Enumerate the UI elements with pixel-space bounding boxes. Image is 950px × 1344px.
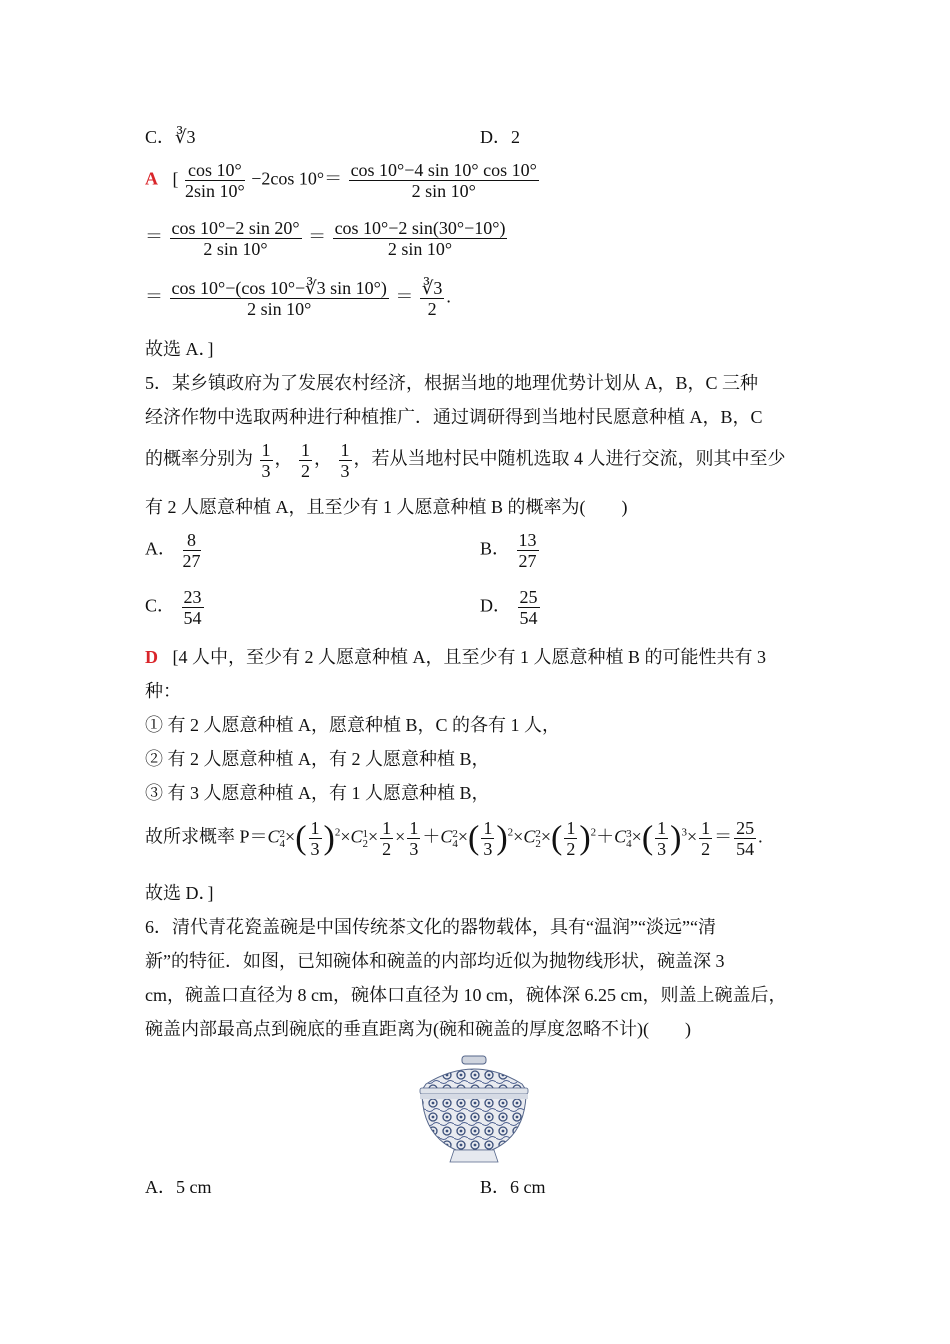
answer-label: D [145,647,158,667]
q6-stem-line3: cm，碗盖口直径为 8 cm，碗体口直径为 10 cm，碗体深 6.25 cm，则盖上碗盖后， [145,985,787,1005]
q5-stem-line3: 的概率分别为 $\frac{1}{3}$ ， $\frac{1}{2}$ ， $\frac{1}{3}$ ，若从当地村民中随机选取 4 人进行交流，则其中至少 [145,440,786,481]
q5-solution-line2: 种： [145,681,181,701]
q5-stem-line1: 5．某乡镇政府为了发展农村经济，根据当地的地理优势计划从 A，B，C 三种 [145,373,759,393]
q5-conclusion: 故选 D．] [145,883,214,903]
q5-stem-line2: 经济作物中选取两种进行种植推广．通过调研得到当地村民愿意种植 A，B，C [145,407,763,427]
q5-case2: ② 有 2 人愿意种植 A，有 2 人愿意种植 B， [145,749,490,769]
fraction: $\frac{1}{3}$ [340,440,350,481]
fraction: $\frac{1}{3}$ [261,440,271,481]
q5-case1: ① 有 2 人愿意种植 A，愿意种植 B，C 的各有 1 人， [145,715,561,735]
fraction: $\frac{23}{54}$ [183,587,202,628]
q5-option-d: D． $\frac{25}{54}$ [480,587,538,628]
fraction: $\frac{25}{54}$ [519,587,538,628]
q5-solution-line1: D [4 人中，至少有 2 人愿意种植 A，且至少有 1 人愿意种植 B 的可能性共有 3 [145,647,766,667]
fraction: $\frac{25}{54}$ [736,818,755,859]
q5-option-b: B． $\frac{13}{27}$ [480,530,537,571]
q4-solution-line2: ＝ $\frac{\cos 10^\circ-2 \sin 20^\circ}{2 \sin 10^\circ}$ ＝ $\frac{\cos 10^\circ-2 \sin(30^\circ-10^\circ)}{2 \sin 10^\circ}$ [145,218,506,259]
q4-option-d: D．2 [480,127,520,147]
q6-stem-line1: 6．清代青花瓷盖碗是中国传统茶文化的器物载体，具有“温润”“淡远”“清 [145,917,716,937]
q5-case3: ③ 有 3 人愿意种植 A，有 1 人愿意种植 B， [145,783,490,803]
q6-stem-line4: 碗盖内部最高点到碗底的垂直距离为(碗和碗盖的厚度忽略不计)( ) [145,1019,691,1039]
fraction: $\frac{∛3}{2}$ [421,278,443,319]
fraction: $\frac{\cos 10^\circ-(\cos 10^\circ-∛3 \sin 10^\circ)}{2 \sin 10^\circ}$ [171,278,387,319]
q5-option-a: A． $\frac{8}{27}$ [145,530,201,571]
fraction: $\frac{13}{27}$ [518,530,537,571]
q6-option-a: A．5 cm [145,1177,212,1197]
fraction: $\frac{\cos 10^\circ-2 \sin 20^\circ}{2 \sin 10^\circ}$ [171,218,300,259]
fraction: $\frac{\cos 10^\circ}{2\sin 10^\circ}$ [185,160,245,201]
answer-label: A [145,168,158,189]
fraction: $\frac{1}{2}$ [301,440,310,481]
fraction: $\frac{\cos 10^\circ-2 \sin(30^\circ-10^\circ)}{2 \sin 10^\circ}$ [334,218,506,259]
q4-option-c: C．∛3 [145,127,196,147]
q6-stem-line2: 新”的特征．如图，已知碗体和碗盖的内部均近似为抛物线形状，碗盖深 3 [145,951,725,971]
q5-probability-formula: 故所求概率 P＝C2 4×( $\frac{1}{3}$ )$^2$×C1 2× $\frac{1}{2}$ × $\frac{1}{3}$ ＋C2 4×( $\frac{1}{3}$ )$^2$×C2 2×( $\frac{1}{2}$ )$^2$＋C3 4×( $\frac{1}{3}$ )$^3$× $\frac{1}{2}$ ＝ $\frac{25}{54}$ . [145,818,763,859]
q4-solution-line1: A [ $\frac{\cos 10^\circ}{2\sin 10^\circ}$ −2cos 10°＝ $\frac{\cos 10^\circ-4 \sin 10^\circ \cos 10^\circ}{2 \sin 10^\circ}$ [145,160,537,201]
q4-conclusion: 故选 A．] [145,339,214,359]
fraction: $\frac{8}{27}$ [182,530,201,571]
q5-option-c: C． $\frac{23}{54}$ [145,587,202,628]
q6-option-b: B．6 cm [480,1177,546,1197]
q4-solution-line3: ＝ $\frac{\cos 10^\circ-(\cos 10^\circ-∛3 \sin 10^\circ)}{2 \sin 10^\circ}$ ＝ $\frac{∛3}{2}$ . [145,278,451,319]
q5-stem-line4: 有 2 人愿意种植 A，且至少有 1 人愿意种植 B 的概率为( ) [145,497,628,517]
lidded-bowl-image [412,1054,536,1166]
fraction: $\frac{\cos 10^\circ-4 \sin 10^\circ \cos 10^\circ}{2 \sin 10^\circ}$ [350,160,537,201]
